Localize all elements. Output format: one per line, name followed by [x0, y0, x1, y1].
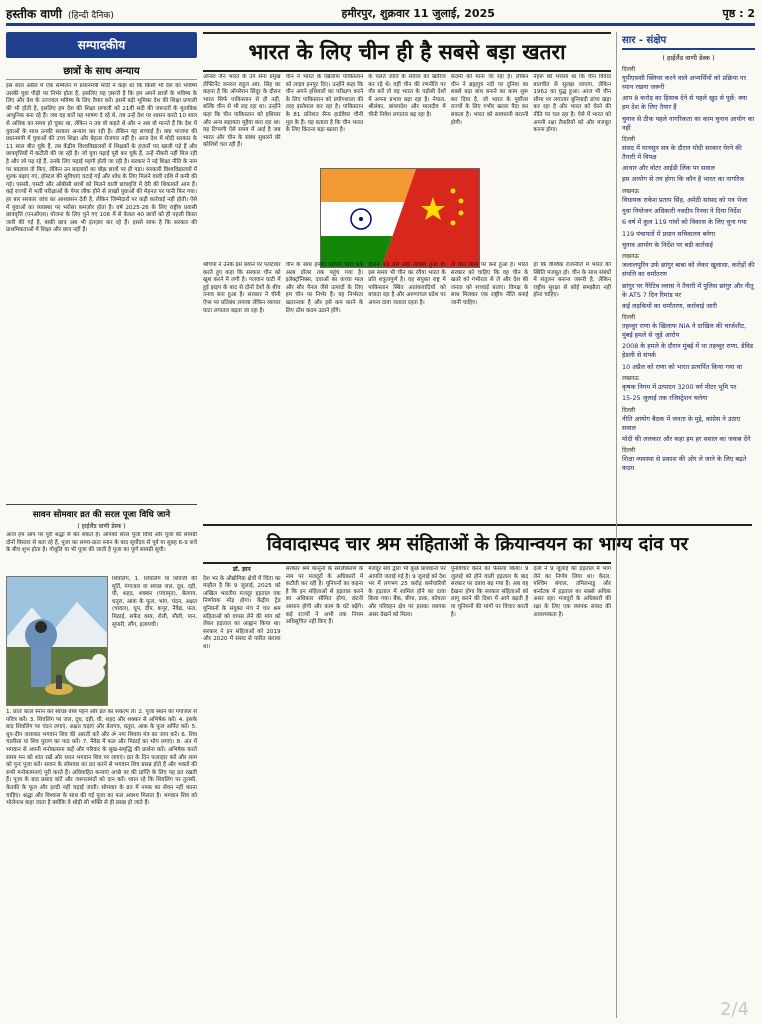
editorial-header: सम्पादकीय: [6, 32, 197, 58]
labor-headline: विवादास्पद चार श्रम संहिताओं के क्रियान्वयन का भाग्य दांव पर: [266, 534, 689, 555]
summary-item-text: 119 पंचायतों में प्रधान सचिवालय बनेगा: [622, 229, 716, 238]
newspaper-name: हस्तीक वाणी: [6, 7, 62, 21]
headline-rule-bottom: [203, 70, 611, 72]
summary-title: सार - संक्षेप: [622, 32, 755, 50]
labor-byline: डॉ. ज्ञान: [232, 566, 251, 573]
shiva-image: [6, 576, 108, 706]
summary-item-text: शिक्षा व्यवस्था से प्रकाश की ओर ले जाने के लिए बढ़ते कदम: [622, 455, 747, 473]
summary-item: [622, 302, 755, 311]
summary-item: [622, 446, 755, 473]
china-headline: भारत के लिए चीन ही है सबसे बड़ा खतरा: [248, 40, 566, 64]
china-bottom-col-2: चीन के साथ हमारा व्यापार घाटा 99 अरब डॉलर तक पहुंच गया है। इलेक्ट्रॉनिक्स, दवाओं का कच्चा माल और सौर पैनल जैसे उत्पादों के लिए हम चीन पर निर्भर हैं। यह निर्भरता खतरनाक है और इसे कम करने के लिए ठोस कदम उठाने होंगे।: [285, 262, 364, 314]
summary-item: [622, 230, 755, 239]
sawan-article: [6, 504, 197, 1018]
india-china-flags-image: [320, 168, 480, 268]
shiva-illustration: [7, 577, 108, 706]
summary-desk: ( हाईलैंड वाणी डेस्क ): [662, 54, 715, 62]
china-col-1: अनिल जैन भारत के उप सेना प्रमुख लेफ्टिनेंट जनरल राहुल आर. सिंह का कहना है कि ऑपरेशन सिंदूर के दौरान भारत सिर्फ पाकिस्तान से ही नहीं, बल्कि चीन से भी लड़ रहा था। उन्होंने कहा कि चीन पाकिस्तान को हथियार और अन्य सहायता मुहैया करा रहा था। यह टिप्पणी ऐसे समय में आई है जब भारत और चीन के संबंध सुधारने की कोशिशें चल रही हैं।: [203, 74, 281, 149]
summary-item: [622, 406, 755, 433]
summary-item-text: युवा नियोजन अधिकारी नवदीप रिनवा ने दिया निर्देश: [622, 207, 741, 216]
summary-item-text: 15-25 जुलाई तक रजिस्ट्रेशन चलेगा: [622, 394, 708, 403]
summary-item-city: दिल्ली: [622, 135, 636, 143]
labor-col-1-text: देश भर के औद्योगिक क्षेत्रों में चिंता का माहौल है कि 9 जुलाई, 2025 को अखिल भारतीय मजदूर हड़ताल एक निर्णायक मोड़ होगा। केंद्रीय ट्रेड यूनियनों के संयुक्त मंच ने चार श्रम संहिताओं को वापस लेने की मांग को लेकर हड़ताल का आह्वान किया था। सरकार ने इन संहिताओं को 2019 और 2020 में संसद से पारित कराया था।: [203, 575, 281, 650]
summary-item: [622, 363, 755, 372]
china-article-bottom: [203, 262, 611, 512]
china-col-5: नेहरू को भरोसा था कि चीन विवाद बातचीत से सुलझ जाएगा, लेकिन 1962 का युद्ध हुआ। आज भी चीन सीमा पर लगातार बुनियादी ढांचा खड़ा कर रहा है और भारत को घेरने की नीति पर चल रहा है। ऐसे में भारत को अपनी रक्षा तैयारियों को और मजबूत करना होगा।: [533, 74, 611, 134]
summary-item-text: 6 वर्ष में कुल 119 गांवों को विकास के लिए चुना गया: [622, 218, 747, 227]
summary-item: [622, 241, 755, 250]
summary-item-city: दिल्ली: [622, 406, 636, 414]
newspaper-tagline: (हिन्दी दैनिक): [67, 11, 114, 21]
summary-item-text: कई लड़कियों का धर्मांतरण, कार्रवाई जारी: [622, 301, 717, 310]
place-date: हमीरपुर, शुक्रवार 11 जुलाई, 2025: [341, 7, 495, 20]
labor-col-4: पुनर्विचार करने का फैसला किया। 9 जुलाई को होने वाली हड़ताल के बाद सरकार पर दबाव बढ़ गया है। अब यह देखना होगा कि सरकार संहिताओं को लागू करने की दिशा में आगे बढ़ती है या यूनियनों की मांगों पर विचार करती है।: [450, 566, 529, 618]
summary-item-city: दिल्ली: [622, 66, 636, 73]
masthead-brand: [6, 5, 114, 22]
masthead: [6, 4, 755, 26]
flags-illustration: [321, 169, 480, 268]
labor-col-3: मजदूर संघ द्वारा भी कुछ प्रावधानों पर आपत्ति जताई गई है। 9 जुलाई को देश भर में लगभग 25 करोड़ कर्मचारियों के हड़ताल में शामिल होने का दावा किया गया। बैंक, बीमा, डाक, कोयला और परिवहन क्षेत्र पर इसका व्यापक असर देखने को मिला।: [368, 566, 446, 618]
summary-item: [622, 135, 755, 162]
china-col-2: चीन ने भारत के खिलाफ पाकिस्तान को लाइव इनपुट दिए। उन्होंने कहा कि चीन अपने हथियारों का परीक्षण करने के लिए पाकिस्तान को प्रयोगशाला की तरह इस्तेमाल कर रहा है। पाकिस्तान के 81 प्रतिशत सैन्य हार्डवेयर चीनी मूल के हैं। यह बताता है कि चीन भारत के लिए कितना बड़ा खतरा है।: [285, 74, 364, 134]
summary-item-text: कृषक निगम में उत्पादन 3200 वर्ग मीटर भूमि पर: [622, 383, 737, 392]
summary-item-text: आप 8 करोड़ का हिसाब देने से पहले खुद से पूछें: क्या हम देश के लिए तैयार हैं: [622, 94, 748, 112]
summary-item-city: दिल्ली: [622, 314, 636, 322]
editorial-body: इस साल अप्रैल में एक सम्मेलन में प्रधानमंत्री मोदी ने कहा था कि किसी भी देश का भविष्य उसकी युवा पीढ़ी पर निर्भर होता है, इसलिए यह ज़रूरी है कि हम अपने छात्रों के भविष्य के लिए और देश के उज्ज्वल भविष्य के लिए तैयार करें। इसमें बड़ी भूमिका देश की शिक्षा प्रणाली की भी होती है, इसलिए हम देश की शिक्षा प्रणाली को 21वीं सदी की जरूरतों के मुताबिक आधुनिक बना रहे हैं। जब वह बातें यह भाषण दे रहे थे, तब उन्हें देश पर शासन करते 10 साल से अधिक का समय हो चुका था, लेकिन न तब वो कहते थे और न अब वो मानते हैं कि देश में युवाओं के साथ उनकी सरकार अन्याय कर रही है। लेकिन यह सच्चाई है। क्या भाजपा की प्रधानमंत्री में युवाओं की उच्च शिक्षा और बेहतर रोजगार नहीं है। आज देश में मोदी सरकार के 11 साल बीत चुके हैं, तब केंद्रीय विश्वविद्यालयों में शिक्षकों के हज़ारों पद खाली पड़े हैं और छात्रवृत्तियों में कटौती की जा रही है। जो युवा पढ़ाई पूरी कर चुके हैं, उन्हें नौकरी नहीं मिल रही है और जो पढ़ रहे हैं, उनके लिए पढ़ाई महंगी होती जा रही है। सरकार ने नई शिक्षा नीति के नाम पर बदलाव तो किए, लेकिन उन बदलावों का बोझ छात्रों पर ही पड़ा। सरकारी विश्वविद्यालयों में शुल्क बढ़ाए गए, हॉस्टल की सुविधाएं घटाई गईं और शोध के लिए मिलने वाली राशि में कमी की गई। एससी, एसटी और ओबीसी छात्रों को मिलने वाली छात्रवृत्ति में देरी की शिकायतें आम हैं। कई राज्यों में भर्ती परीक्षाओं के पेपर लीक होने से लाखों युवाओं की मेहनत पर पानी फिर गया। हर बार सरकार जांच का आश्वासन देती है, लेकिन जिम्मेदारों पर कड़ी कार्रवाई नहीं होती। ऐसे में युवाओं का व्यवस्था पर भरोसा कमज़ोर होता है। वर्ष 2025-26 के लिए राष्ट्रीय प्रवासी छात्रवृत्ति (एनओएस) योजना के लिए चुने गए 106 में से केवल 40 छात्रों को ही पहली किस्त जारी की गई है, बाकी छात्र अब भी इंतज़ार कर रहे हैं। इससे साफ है कि सरकार की प्राथमिकताओं में शिक्षा और छात्र नहीं हैं।: [6, 83, 197, 234]
summary-item-city: दिल्ली: [622, 447, 636, 455]
summary-item-text: 2008 के हमले के दौरान मुंबई में था तहव्वुर राणा, डेविड हेडली से संपर्क: [622, 342, 754, 360]
editorial-title: छात्रों के साथ अन्याय: [6, 63, 197, 80]
summary-item-city: लखनऊ: [622, 253, 640, 261]
china-bottom-col-3: दौरान कई बार सही साबित हुआ है। इस समय भी चीन का रवैया भारत के प्रति शत्रुतापूर्ण है। वह संयुक्त राष्ट्र में पाकिस्तान स्थित आतंकवादियों को बचाता रहा है और अरुणाचल प्रदेश पर अपना दावा जताता रहता है।: [368, 262, 446, 306]
summary-item-text: जलालपुरिन उर्फ छांगुर बाबा को लेकर खुलासा, करोड़ों की संपत्ति का धर्मांतरण: [622, 261, 755, 279]
summary-item: [622, 394, 755, 403]
summary-item-text: चुनाव आयोग के निर्देश पर बड़ी कार्रवाई: [622, 240, 713, 249]
summary-item: [622, 115, 755, 133]
summary-item-text: संसद में मानसून सत्र के दौरान मोदी सरकार घेरने की तैयारी में विपक्ष: [622, 143, 742, 161]
page-number: पृष्ठ : 2: [722, 7, 755, 20]
summary-item-text: यूपीएससी क्लियर करने वाले अभ्यर्थियों को प्रक्रिया पर ध्यान रखना जरूरी: [622, 74, 747, 91]
summary-item: [622, 65, 755, 92]
labor-rule-bottom: [203, 562, 611, 564]
summary-item-text: चुनाव से ठीक पहले नागरिकता का काम चुनाव आयोग का नहीं: [622, 114, 755, 132]
summary-item: [622, 342, 755, 360]
sawan-intro: आज हम आप पर पूरी श्रद्धा से कर सकते हैं। आपको सरल पूजा विधि और पूजा की सामग्री दोनों विस्तार से बता रहे हैं, पूजा का समय-प्रातः स्नान के बाद सूर्योदय से पूर्व या सुबह 6-9 बजे के बीच शुभ होता है। गोधूलि या भी पूजा की जाती है पूजा का पूर्ण सामग्री सूची।: [6, 532, 197, 554]
labor-col-2: सरकार श्रम कानूनों के सरलीकरण के नाम पर मजदूरों के अधिकारों में कटौती कर रही है। यूनियनों का कहना है कि इन संहिताओं से हड़ताल करने का अधिकार सीमित होगा, छंटनी आसान होगी और काम के घंटे बढ़ेंगे। कई राज्यों ने अभी तक नियम अधिसूचित नहीं किए हैं।: [285, 566, 364, 626]
summary-item-text: नीति आयोग बैठक में जनता के मुद्दे, कांग्रेस ने उठाए सवाल: [622, 414, 741, 432]
summary-item-text: मोदी की ललकार और कहा हम हर सवाल का जवाब देंगे: [622, 434, 751, 443]
china-bottom-col-1: श्रीचंपा ने उनके इस बयान पर पलटवार करते हुए कहा कि सरकार चीन को खुश करने में लगी है। गलवान घाटी में हुई झड़प के बाद से दोनों देशों के बीच तनाव बना हुआ है। सरकार ने चीनी ऐप्स पर प्रतिबंध लगाया लेकिन व्यापार घाटा लगातार बढ़ता जा रहा है।: [203, 262, 281, 314]
sawan-materials: शिवलिंग, 1. शिवलिंग या शिवजी की मूर्ति, गंगाजल या स्वच्छ जल, दूध, दही, घी, शहद, शक्कर (पंचामृत), बेलपत्र, धतूरा, आक के फूल, भांग, चंदन, अक्षत (चावल), धूप, दीप, कपूर, नैवेद्य, फल, मिठाई, सफेद वस्त्र, रोली, मौली, पान, सुपारी, लौंग, इलायची।: [112, 576, 197, 628]
summary-item: [622, 207, 755, 216]
summary-item: [622, 282, 755, 300]
summary-item-text: आधार और वोटर आईडी लिंक पर सवाल: [622, 164, 715, 173]
labor-article: [203, 566, 611, 1018]
summary-item: [622, 94, 755, 112]
editorial-section: [6, 32, 197, 502]
sawan-byline: ( हाईलैंड वाणी डेस्क ): [77, 523, 126, 530]
summary-item: [622, 252, 755, 279]
labor-col-5: दलों ने 9 जुलाई को हड़ताल में भाग लेने का निर्णय लिया था। केरल, पश्चिम बंगाल, तमिलनाडु और कर्नाटक में हड़ताल का सबसे अधिक असर रहा। मजदूरों के अधिकारों की रक्षा के लिए एक व्यापक संवाद की आवश्यकता है।: [533, 566, 611, 618]
summary-item: [622, 175, 755, 184]
summary-item-text: तहव्वुर राणा के खिलाफ NIA ने दाखिल की चार्जशीट, मुंबई हमले से जुड़े आरोप: [622, 322, 747, 340]
summary-item-city: लखनऊ: [622, 187, 640, 195]
summary-item-text: विधायक राकेश प्रताप सिंह, अमेठी सांसद को पत्र भेजा: [622, 195, 748, 204]
summary-item: [622, 218, 755, 227]
labor-col-1: [203, 566, 281, 1018]
summary-item: [622, 187, 755, 205]
summary-list: [622, 65, 755, 473]
summary-item: [622, 374, 755, 392]
summary-item: [622, 435, 755, 444]
sawan-title: सावन सोमवार व्रत की सरल पूजा विधि जाने: [32, 510, 171, 520]
summary-sidebar: [616, 32, 755, 1018]
china-col-3: के चलते जाति के सवाल को खारिज कर रहे थे। वहीं चीन की रणनीति पर गौर करें तो वह भारत के पड़ोसी देशों में अपना प्रभाव बढ़ा रहा है। नेपाल, श्रीलंका, बांग्लादेश और मालदीव में चीनी निवेश लगातार बढ़ रहा है।: [368, 74, 446, 118]
china-col-4: कदमों को माना जा रहा है। लेकिन चीन ने ब्रह्मपुत्र नदी पर दुनिया का सबसे बड़ा बांध बनाने का काम शुरू कर दिया है, जो भारत के पूर्वोत्तर राज्यों के लिए गंभीर खतरा पैदा कर सकता है। भारत को सावधानी बरतनी होगी।: [450, 74, 529, 126]
sawan-body: 1. प्रातः काल स्नान कर स्वच्छ वस्त्र पहनें और व्रत का संकल्प लें। 2. पूजा स्थान को गंगाजल से पवित्र करें। 3. शिवलिंग पर जल, दूध, दही, घी, शहद और शक्कर से अभिषेक करें। 4. इसके बाद शिवलिंग पर चंदन लगाएं, अक्षत चढ़ाएं और बेलपत्र, धतूरा, आक के फूल अर्पित करें। 5. धूप-दीप जलाकर भगवान शिव की आरती करें और ॐ नमः शिवाय मंत्र का जाप करें। 6. शिव चालीसा या शिव पुराण का पाठ करें। 7. नैवेद्य में फल और मिठाई का भोग लगाएं। 8. अंत में भगवान से अपनी मनोकामना कहें और परिवार के सुख-समृद्धि की प्रार्थना करें। अभिषेक करते समय मन को शांत रखें और ध्यान भगवान शिव पर लगाएं। व्रत के दिन फलाहार करें और शाम को पुनः पूजा करें। सावन के सोमवार का व्रत करने से भगवान शिव प्रसन्न होते हैं और भक्तों की सभी मनोकामनाएं पूरी करते हैं। अविवाहित कन्याएं अच्छे वर की प्राप्ति के लिए यह व्रत रखती हैं। पूजा के बाद प्रसाद बांटें और जरूरतमंदों को दान करें। ध्यान रहे कि शिवलिंग पर तुलसी, केतकी के फूल और हल्दी नहीं चढ़ाई जाती। सोमवार के व्रत में नमक का सेवन नहीं करना चाहिए। श्रद्धा और विश्वास के साथ की गई पूजा का फल अवश्य मिलता है। भगवान शिव को भोलेनाथ कहा जाता है क्योंकि वे थोड़ी सी भक्ति से ही प्रसन्न हो जाते हैं।: [6, 709, 197, 807]
summary-item: [622, 313, 755, 340]
china-bottom-col-4: तो चीन सीमा पर बना हुआ है। भारत सरकार को चाहिए कि वह चीन के खतरे को गंभीरता से ले और देश की जनता को सच्चाई बताए। विपक्ष के साथ मिलकर एक राष्ट्रीय नीति बनाई जानी चाहिए।: [450, 262, 529, 306]
china-bottom-col-5: हो कि वैश्विक राजनीति में भारत की स्थिति मजबूत हो। चीन के साथ संबंधों में संतुलन बनाना जरूरी है, लेकिन राष्ट्रीय सुरक्षा से कोई समझौता नहीं होना चाहिए।: [533, 262, 611, 299]
page-indicator: 2/4: [720, 999, 749, 1020]
summary-item-text: 10 अप्रैल को राणा को भारत प्रत्यर्पित किया गया था: [622, 362, 743, 371]
summary-item-text: इस आयोग से तय होगा कि कौन है भारत का नागरिक: [622, 175, 745, 184]
summary-item-text: छांगुर पर नैरेटिव ल्लास ने तैयारी में पुलिस छांगुर और नीतू के ATS 7 दिन रिमांड पर: [622, 281, 754, 299]
summary-item: [622, 164, 755, 173]
summary-item-city: लखनऊ: [622, 375, 640, 383]
